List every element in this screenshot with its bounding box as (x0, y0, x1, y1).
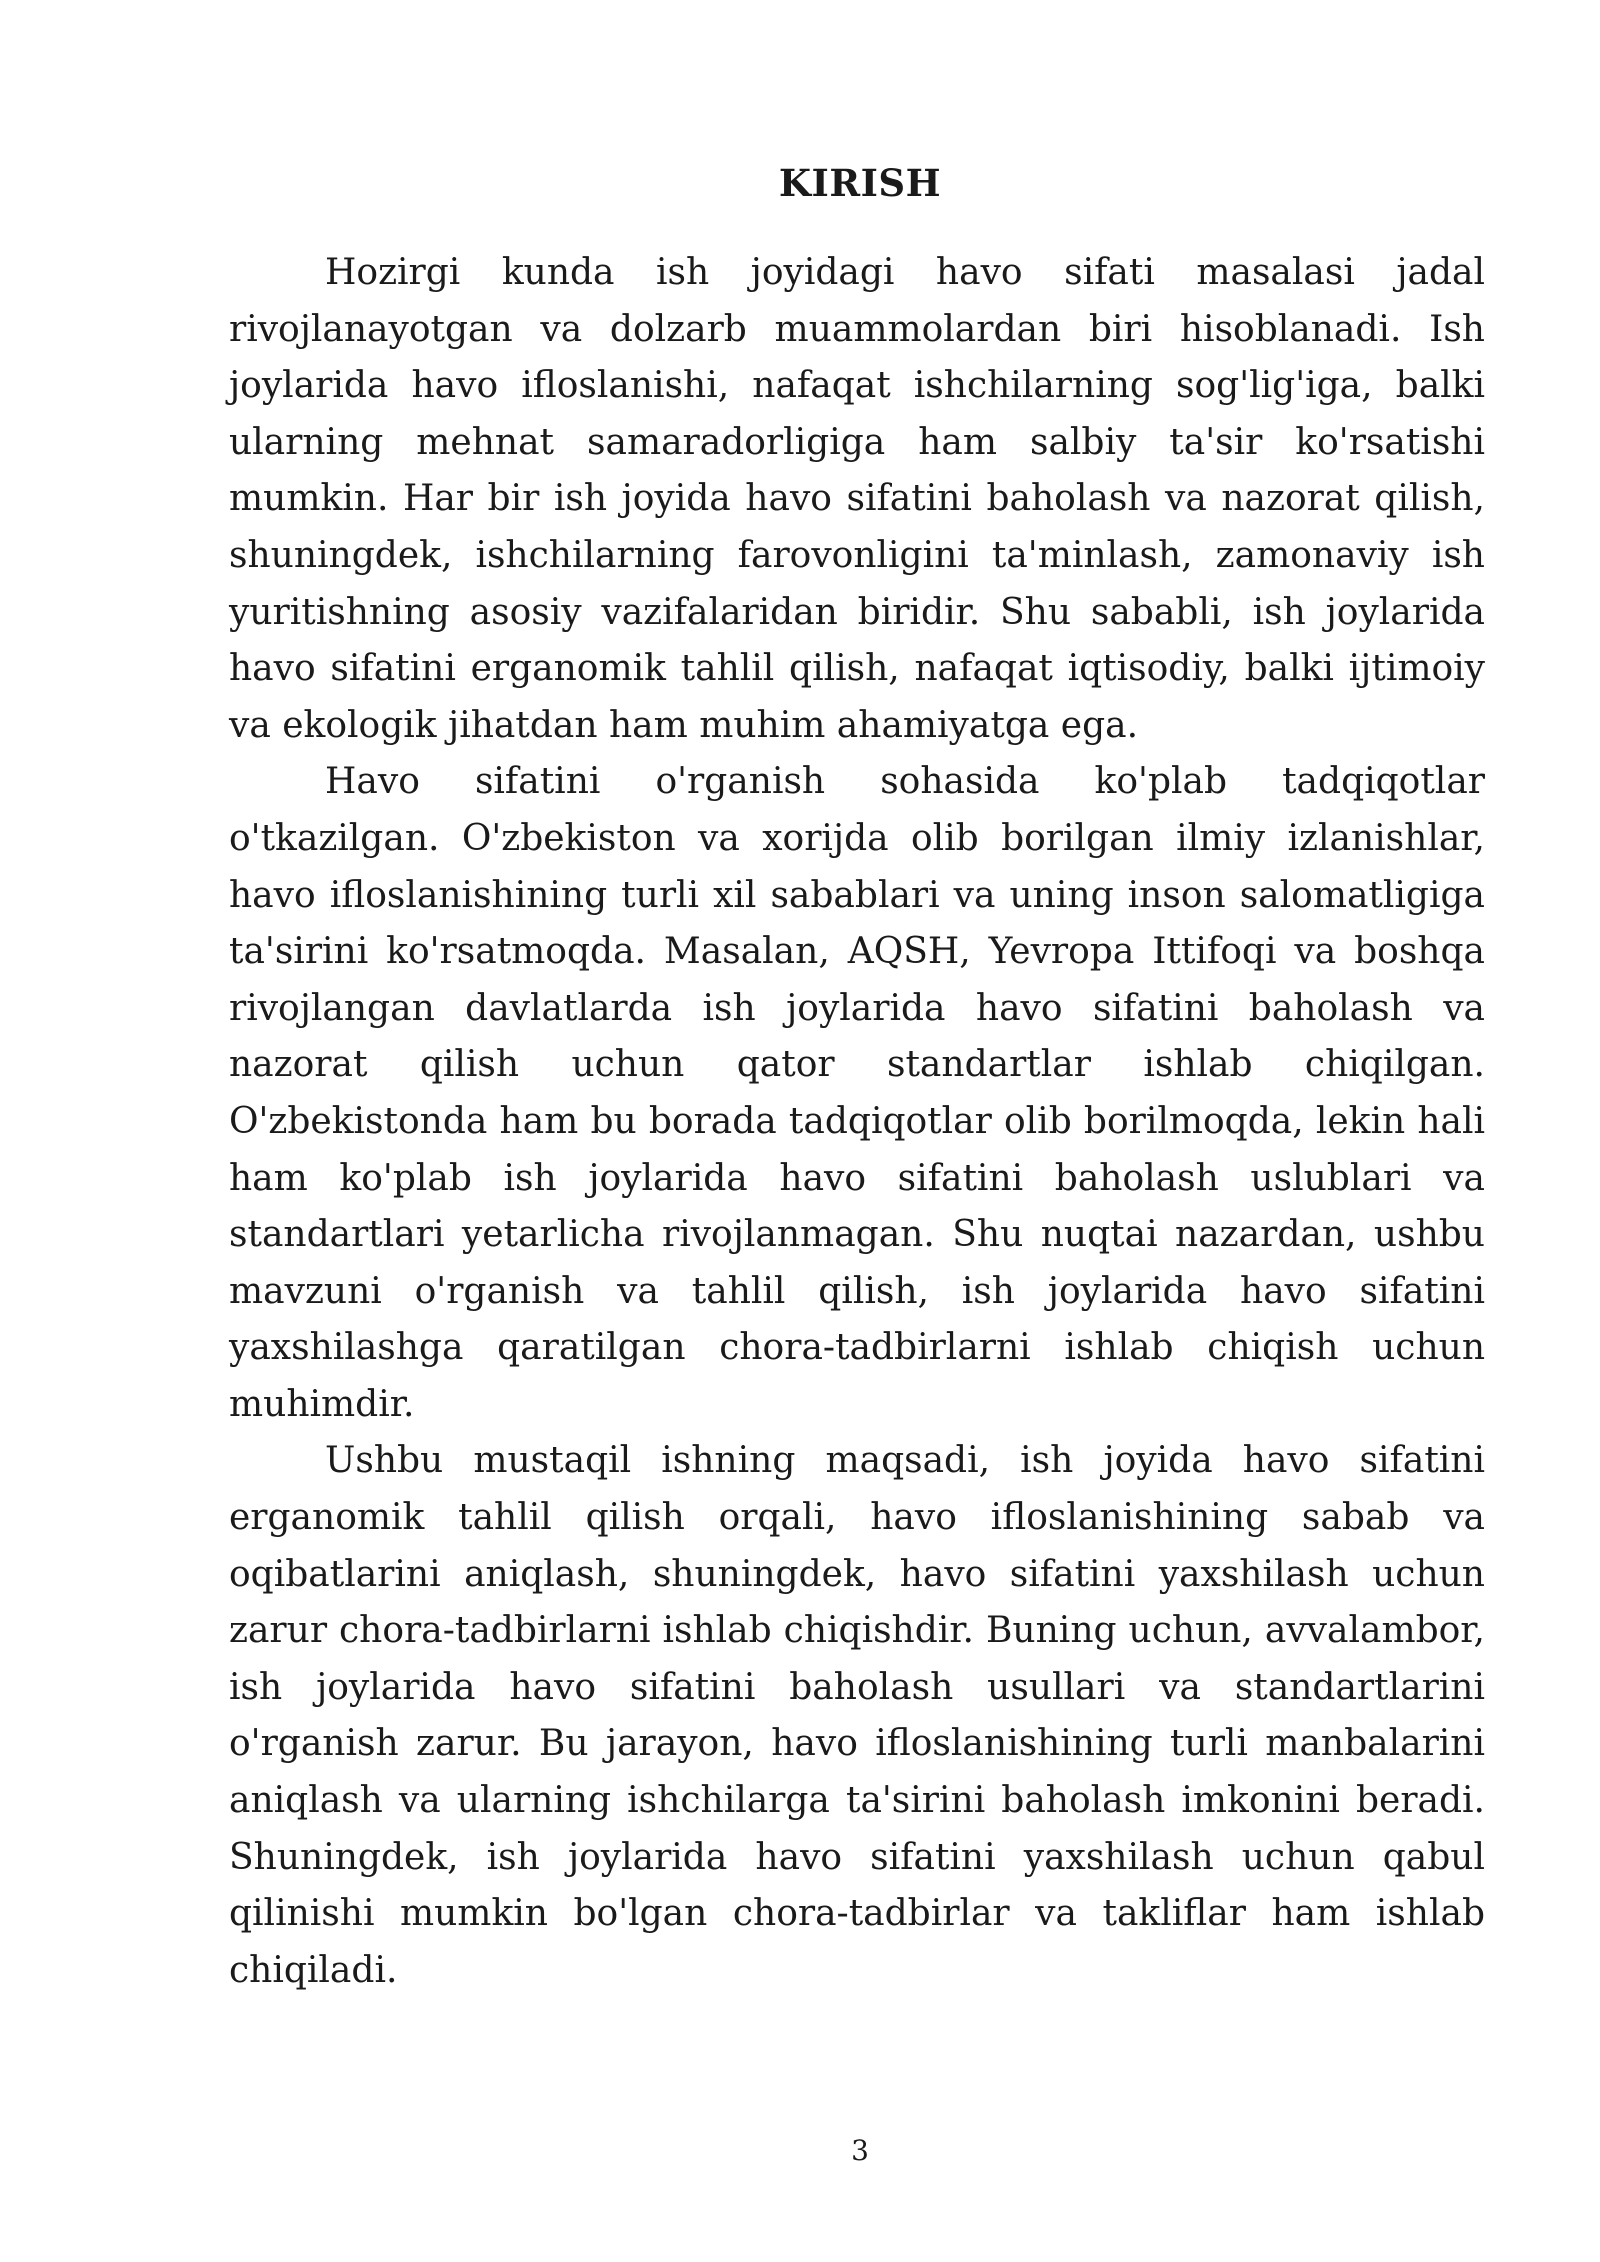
paragraph-1: Hozirgi kunda ish joyidagi havo sifati masalasi jadal rivojlanayotgan va dolzarb muammolardan biri hisoblanadi. Ish joylarida havo ifloslanishi, nafaqat ishchilarning sog'lig'iga, balki ularning mehnat samaradorligiga ham salbiy ta'sir ko'rsatishi mumkin. Har bir ish joyida havo sifatini baholash va nazorat qilish, shuningdek, ishchilarning farovonligini ta'minlash, zamonaviy ish yuritishning asosiy vazifalaridan biridir. Shu sababli, ish joylarida havo sifatini erganomik tahlil qilish, nafaqat iqtisodiy, balki ijtimoiy va ekologik jihatdan ham muhim ahamiyatga ega. (229, 252, 1485, 746)
paragraph-2: Havo sifatini o'rganish sohasida ko'plab tadqiqotlar o'tkazilgan. O'zbekiston va xorijda olib borilgan ilmiy izlanishlar, havo ifloslanishining turli xil sabablari va uning inson salomatligiga ta'sirini ko'rsatmoqda. Masalan, AQSH, Yevropa Ittifoqi va boshqa rivojlangan davlatlarda ish joylarida havo sifatini baholash va nazorat qilish uchun qator standartlar ishlab chiqilgan. O'zbekistonda ham bu borada tadqiqotlar olib borilmoqda, lekin hali ham ko'plab ish joylarida havo sifatini baholash uslublari va standartlari yetarlicha rivojlanmagan. Shu nuqtai nazardan, ushbu mavzuni o'rganish va tahlil qilish, ish joylarida havo sifatini yaxshilashga qaratilgan chora-tadbirlarni ishlab chiqish uchun muhimdir. (229, 761, 1485, 1425)
page-number: 3 (851, 2134, 869, 2167)
page-title: KIRISH (778, 161, 942, 205)
paragraph-3: Ushbu mustaqil ishning maqsadi, ish joyida havo sifatini erganomik tahlil qilish orqali, havo ifloslanishining sabab va oqibatlarini aniqlash, shuningdek, havo sifatini yaxshilash uchun zarur chora-tadbirlarni ishlab chiqishdir. Buning uchun, avvalambor, ish joylarida havo sifatini baholash usullari va standartlarini o'rganish zarur. Bu jarayon, havo ifloslanishining turli manbalarini aniqlash va ularning ishchilarga ta'sirini baholash imkonini beradi. Shuningdek, ish joylarida havo sifatini yaxshilash uchun qabul qilinishi mumkin bo'lgan chora-tadbirlar va takliflar ham ishlab chiqiladi. (229, 1440, 1485, 1991)
body-text (229, 245, 1485, 1999)
